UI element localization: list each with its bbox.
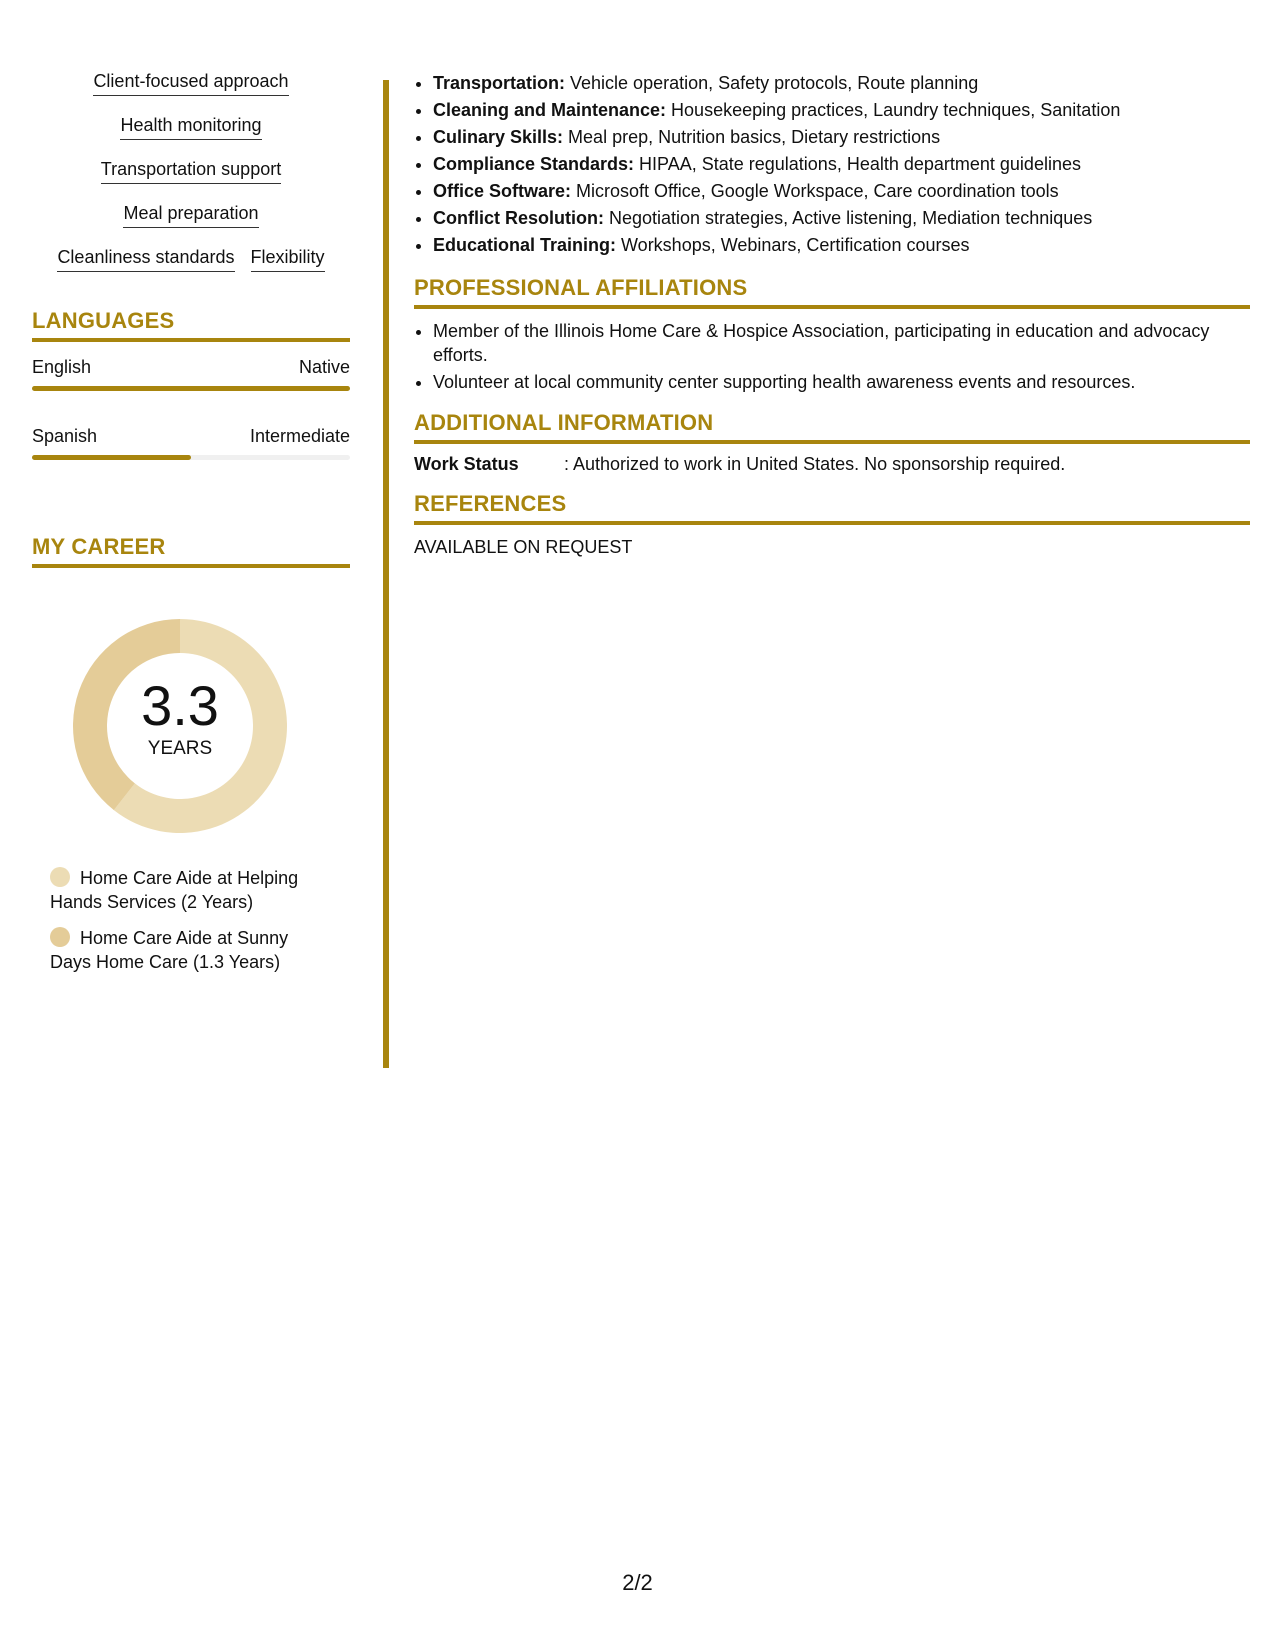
skill-tags (32, 70, 350, 272)
tag-row (32, 114, 350, 140)
work-status-value: : Authorized to work in United States. No sponsorship required. (564, 454, 1066, 474)
language-bar-fill (32, 386, 350, 391)
skill-category: Conflict Resolution: (433, 208, 604, 228)
career-legend-item (50, 926, 320, 974)
affiliation-item: • Member of the Illinois Home Care & Hospice Association, participating in education and advocacy efforts. (433, 319, 1250, 367)
legend-dot (50, 867, 70, 887)
languages-list (32, 356, 350, 460)
skill-item (433, 97, 1250, 124)
right-column (414, 70, 1250, 558)
skill-item (433, 232, 1250, 259)
skills-list (414, 70, 1250, 259)
language-bar-track (32, 386, 350, 391)
skill-category: Office Software: (433, 181, 572, 201)
skill-details: Microsoft Office, Google Workspace, Care coordination tools (571, 181, 1059, 201)
affiliations-title: PROFESSIONAL AFFILIATIONS (414, 275, 1250, 309)
skill-item (433, 178, 1250, 205)
language-level: Native (298, 357, 350, 377)
skill-category: Educational Training: (433, 235, 617, 255)
skill-details: HIPAA, State regulations, Health department guidelines (634, 154, 1081, 174)
work-status-row (414, 454, 1250, 475)
skill-details: Workshops, Webinars, Certification courses (616, 235, 970, 255)
skill-tag: Client-focused approach (93, 70, 288, 96)
page-number: 2/2 (622, 1570, 653, 1595)
language-bar-fill (32, 455, 191, 460)
language-item (32, 425, 350, 460)
skill-item (433, 70, 1250, 97)
language-level: Intermediate (249, 426, 350, 446)
languages-title: LANGUAGES (32, 308, 350, 342)
career-donut-chart (32, 598, 350, 848)
affiliations-list (414, 319, 1250, 394)
column-divider (383, 80, 389, 1068)
skill-tag: Meal preparation (123, 202, 258, 228)
career-legend (32, 866, 350, 974)
skill-tag: Health monitoring (120, 114, 261, 140)
tag-row (32, 246, 350, 272)
skill-tag: Transportation support (101, 158, 281, 184)
skill-tag: Cleanliness standards (57, 246, 234, 272)
work-status-label: Work Status (414, 454, 519, 474)
career-legend-item (50, 866, 320, 914)
skill-details: Meal prep, Nutrition basics, Dietary restrictions (563, 127, 941, 147)
career-title: MY CAREER (32, 534, 350, 568)
language-name: English (32, 357, 92, 377)
skill-details: Vehicle operation, Safety protocols, Route planning (565, 73, 979, 93)
language-bar-track (32, 455, 350, 460)
language-head (32, 425, 350, 447)
references-title: REFERENCES (414, 491, 1250, 525)
career-total: 3.3 (141, 674, 219, 737)
language-name: Spanish (32, 426, 98, 446)
tag-row (32, 158, 350, 184)
career-unit: YEARS (147, 738, 213, 759)
tag-row (32, 202, 350, 228)
left-column (32, 70, 350, 986)
skill-details: Negotiation strategies, Active listening, Mediation techniques (603, 208, 1093, 228)
legend-dot (50, 927, 70, 947)
language-head (32, 356, 350, 378)
skill-tag: Flexibility (251, 246, 325, 272)
language-item (32, 356, 350, 391)
affiliation-item: • Volunteer at local community center supporting health awareness events and resources. (433, 370, 1250, 394)
skill-category: Culinary Skills: (433, 127, 564, 147)
skill-category: Compliance Standards: (433, 154, 635, 174)
skill-item (433, 205, 1250, 232)
skill-item (433, 124, 1250, 151)
career-legend-text: Home Care Aide at Sunny Days Home Care (1.3 Years) (50, 928, 289, 972)
skill-item (433, 151, 1250, 178)
references-text: AVAILABLE ON REQUEST (414, 537, 633, 557)
skill-category: Transportation: (433, 73, 566, 93)
tag-row (32, 70, 350, 96)
skill-category: Cleaning and Maintenance: (433, 100, 667, 120)
skill-details: Housekeeping practices, Laundry techniques, Sanitation (666, 100, 1121, 120)
career-legend-text: Home Care Aide at Helping Hands Services (2 Years) (50, 868, 299, 912)
additional-info-title: ADDITIONAL INFORMATION (414, 410, 1250, 444)
